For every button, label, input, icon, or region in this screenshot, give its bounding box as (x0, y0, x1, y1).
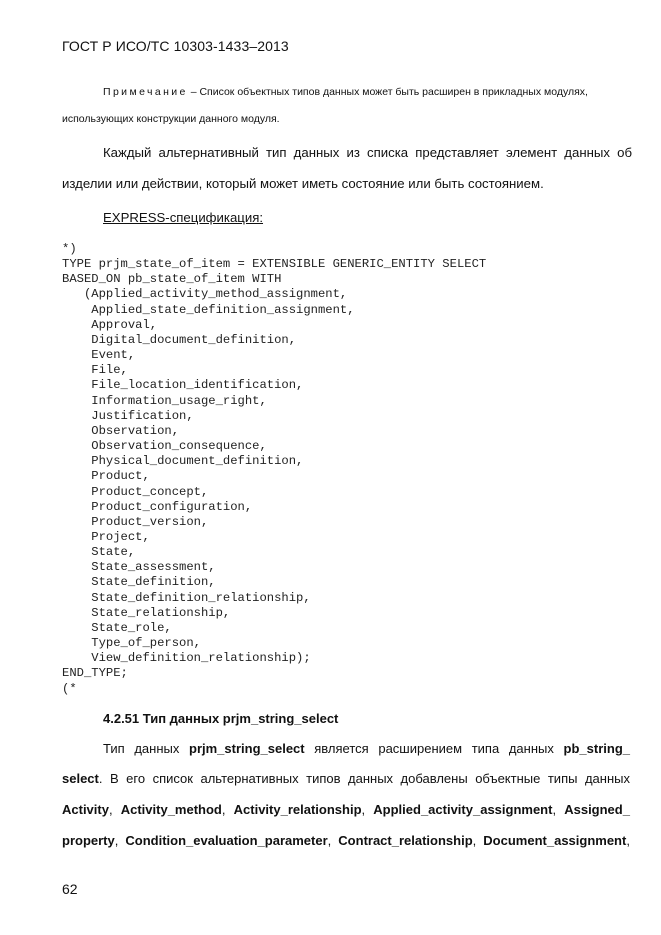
code-line: Physical_document_definition, (62, 454, 304, 469)
code-line: Event, (62, 348, 136, 363)
type-name: Document_assignment (483, 833, 627, 848)
type-name: Activity (62, 802, 109, 817)
body-line-3 (62, 802, 630, 817)
type-name: pb_string_ (563, 741, 630, 756)
separator: , (327, 833, 339, 848)
code-line: Information_usage_right, (62, 393, 267, 408)
code-line: State_relationship, (62, 605, 231, 620)
type-name: Activity_relationship (233, 802, 362, 817)
separator: , (626, 833, 630, 848)
code-line: Type_of_person, (62, 636, 201, 651)
code-line: Approval, (62, 317, 158, 332)
separator: , (221, 802, 234, 817)
type-name: Applied_activity_assignment (373, 802, 553, 817)
code-line: State, (62, 545, 136, 560)
code-line: BASED_ON pb_state_of_item WITH (62, 272, 282, 287)
code-line: Product_concept, (62, 484, 209, 499)
body-text: Тип данных (103, 741, 189, 756)
code-line: END_TYPE; (62, 666, 128, 681)
code-line: File_location_identification, (62, 378, 304, 393)
type-name: Assigned_ (564, 802, 630, 817)
type-name: select (62, 771, 99, 786)
separator: , (114, 833, 126, 848)
body-line-2 (62, 771, 630, 786)
body-line-1 (62, 741, 630, 756)
type-name: property (62, 833, 115, 848)
code-line: Applied_state_definition_assignment, (62, 302, 355, 317)
paragraph-text: изделии или действии, который может иметь состояние или быть состоянием. (62, 176, 544, 191)
code-line: Observation, (62, 423, 180, 438)
separator: , (361, 802, 374, 817)
express-code-block (62, 242, 486, 697)
code-line: Product, (62, 469, 150, 484)
section-heading: 4.2.51 Тип данных prjm_string_select (103, 711, 339, 726)
paragraph-text: Каждый альтернативный тип данных из списка представляет элемент данных об (103, 145, 632, 160)
code-line: Project, (62, 529, 150, 544)
body-line-4 (62, 833, 630, 848)
body-text: является расширением типа данных (304, 741, 564, 756)
code-line: *) (62, 242, 77, 256)
code-line: State_definition_relationship, (62, 590, 311, 605)
separator: , (472, 833, 484, 848)
code-line: Product_version, (62, 514, 209, 529)
code-line: View_definition_relationship); (62, 651, 311, 666)
paragraph-1-line-1 (62, 145, 632, 160)
code-line: Digital_document_definition, (62, 332, 297, 347)
type-name: prjm_string_select (189, 741, 305, 756)
note-text-2: использующих конструкции данного модуля. (62, 113, 280, 125)
code-line: Observation_consequence, (62, 439, 267, 454)
code-line: State_definition, (62, 575, 216, 590)
note-text-1: Список объектных типов данных может быть расширен в прикладных модулях, (199, 86, 588, 98)
express-label-text: EXPRESS-спецификация: (103, 210, 264, 225)
separator: , (552, 802, 565, 817)
separator: , (108, 802, 121, 817)
note-dash: – (187, 86, 200, 98)
code-line: State_role, (62, 620, 172, 635)
type-name: Contract_relationship (338, 833, 473, 848)
code-line: Product_configuration, (62, 499, 253, 514)
code-line: Justification, (62, 408, 194, 423)
note-label: Примечание (103, 86, 188, 98)
page-number: 62 (62, 881, 78, 897)
document-header: ГОСТ Р ИСО/ТС 10303-1433–2013 (62, 38, 289, 54)
code-line: File, (62, 363, 128, 378)
express-spec-label (103, 210, 263, 225)
type-name: Activity_method (120, 802, 222, 817)
code-line: State_assessment, (62, 560, 216, 575)
code-line: (* (62, 681, 77, 696)
note-line-2 (62, 113, 632, 125)
code-line: TYPE prjm_state_of_item = EXTENSIBLE GENERIC_ENTITY SELECT (62, 257, 487, 272)
code-line: (Applied_activity_method_assignment, (62, 287, 348, 302)
paragraph-1-line-2 (62, 176, 632, 191)
type-name: Condition_evaluation_parameter (125, 833, 328, 848)
note-line-1 (62, 86, 632, 98)
body-text: . В его список альтернативных типов данных добавлены объектные типы данных (98, 771, 630, 786)
